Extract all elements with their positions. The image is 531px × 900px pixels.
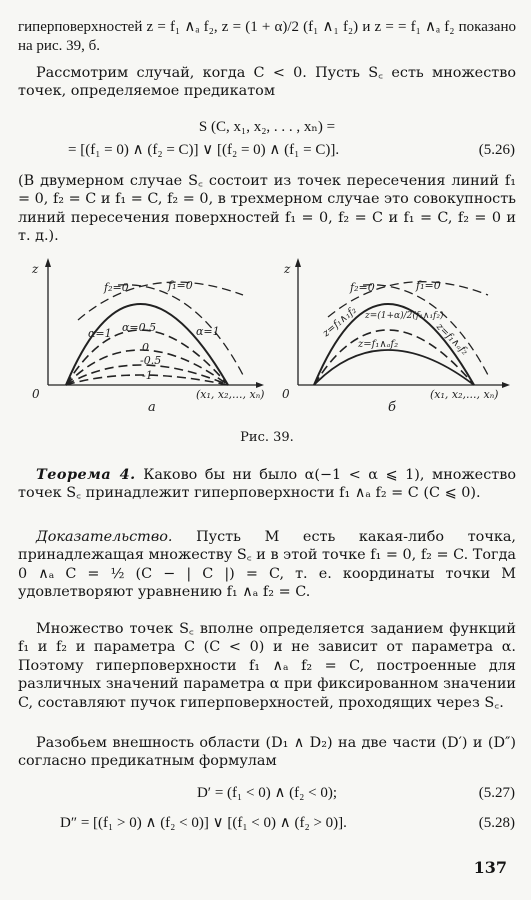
right-z-middle-label: z=(1+α)/2(f₁∧₁f₂) <box>365 311 444 321</box>
proof-text: Пусть M есть какая-либо точка, принадлежащая множеству S꜀ и в этой точке f₁ = 0, f₂ = C. Тогда 0 ∧ₐ C = ½ (C − | C |) = C, т. е. координаты точки M удовлетворяют уравнению f₁ ∧ₐ f₂ = C. <box>18 529 517 601</box>
figure-39 <box>18 255 516 455</box>
right-z-right-label: z=f₁∧ₐf₂ <box>433 321 471 358</box>
right-f1-label: f₁=0 <box>416 279 441 292</box>
paragraph-1: гиперповерхностей z = f₁ ∧ₐ f₂, z = (1 + α)/2 (f₁ ∧₁ f₂) и z = = f₁ ∧ₐ f₂ показано на рис. 39, б. <box>18 19 516 55</box>
theorem-4 <box>18 466 516 503</box>
left-alpha-minus-1-label: -1 <box>142 369 153 382</box>
right-z-left-label: z=f₁∧₁f₂ <box>320 304 359 340</box>
theorem-text: Каково бы ни было α(−1 < α ⩽ 1), множество точек S꜀ принадлежит гиперповерхности f₁ ∧ₐ f₂ = C (C ⩽ 0). <box>18 467 516 502</box>
left-z-label: z <box>32 262 39 276</box>
right-origin-label: 0 <box>282 387 290 401</box>
left-f2-label: f₂=0 <box>104 281 129 294</box>
left-alpha-0-5-label: α=0.5 <box>122 321 157 334</box>
left-sub-label: а <box>148 400 156 415</box>
paragraph-5: Разобьем внешность области (D₁ ∧ D₂) на две части (D′) и (D″) согласно предикатным формулам <box>18 735 516 770</box>
right-z-lower-label: z=f₁∧ₐf₂ <box>358 339 399 350</box>
paragraph-3: (В двумерном случае S꜀ состоит из точек пересечения линий f₁ = 0, f₂ = C и f₁ = C, f₂ = 0, в трехмерном случае это совокупность линий пересечения поверхностей f₁ = 0, f₂ = C и f₁ = C, f₂ = 0 и т. д.). <box>18 173 516 245</box>
figure-left <box>31 258 264 415</box>
right-z-label: z <box>284 262 291 276</box>
equation-number-5-27: (5.27) <box>478 785 515 801</box>
figure-caption: Рис. 39. <box>240 430 294 445</box>
left-origin-label: 0 <box>32 387 40 401</box>
equation-5-26-line2: = [(f₁ = 0) ∧ (f₂ = C)] ∨ [(f₂ = 0) ∧ (f₁ = C)]. <box>68 142 340 158</box>
proof <box>18 528 516 602</box>
paragraph-2: Рассмотрим случай, когда C < 0. Пусть S꜀ есть множество точек, определяемое предикатом <box>18 65 516 100</box>
left-z-arrow-icon <box>45 258 51 267</box>
equation-5-26-line1: S (C, x₁, x₂, . . . , xₙ) = <box>198 119 336 135</box>
left-f2-zero-curve <box>78 282 243 320</box>
right-z-arrow-icon <box>295 258 301 267</box>
proof-label: Доказательство. <box>36 529 173 545</box>
left-alpha-1-label-left: α=1 <box>88 327 112 340</box>
right-f2-label: f₂=0 <box>350 281 375 294</box>
left-x-label: (x₁, x₂,..., xₙ) <box>196 388 265 401</box>
right-sub-label: б <box>388 400 396 415</box>
figure-right <box>282 258 510 415</box>
equation-5-27: D′ = (f₁ < 0) ∧ (f₂ < 0); <box>196 785 338 801</box>
left-f1-label: f₁=0 <box>168 279 193 292</box>
page-number: 137 <box>473 858 507 877</box>
left-alpha-0-label: 0 <box>142 341 149 354</box>
equation-number-5-28: (5.28) <box>478 815 515 831</box>
figure-39-svg <box>18 255 516 455</box>
paragraph-4: Множество точек S꜀ вполне определяется заданием функций f₁ и f₂ и параметра C (C < 0) и не зависит от параметра α. Поэтому гиперповерхности f₁ ∧ₐ f₂ = C, построенные для различных значений параметра α при фиксированном значении C, составляют пучок гиперповерхностей, проходящих через S꜀. <box>18 621 516 711</box>
equation-number-5-26: (5.26) <box>478 142 515 158</box>
theorem-label: Теорема 4. <box>36 466 136 483</box>
equation-5-28: D″ = [(f₁ > 0) ∧ (f₂ < 0)] ∨ [(f₁ < 0) ∧ (f₂ > 0)]. <box>60 815 347 831</box>
left-alpha-minus-0-5-label: -0.5 <box>140 354 162 367</box>
right-lower-curve <box>314 350 474 385</box>
right-x-arrow-icon <box>502 382 510 388</box>
right-x-label: (x₁, x₂,..., xₙ) <box>430 388 499 401</box>
left-alpha-1-label-right: α=1 <box>196 325 220 338</box>
